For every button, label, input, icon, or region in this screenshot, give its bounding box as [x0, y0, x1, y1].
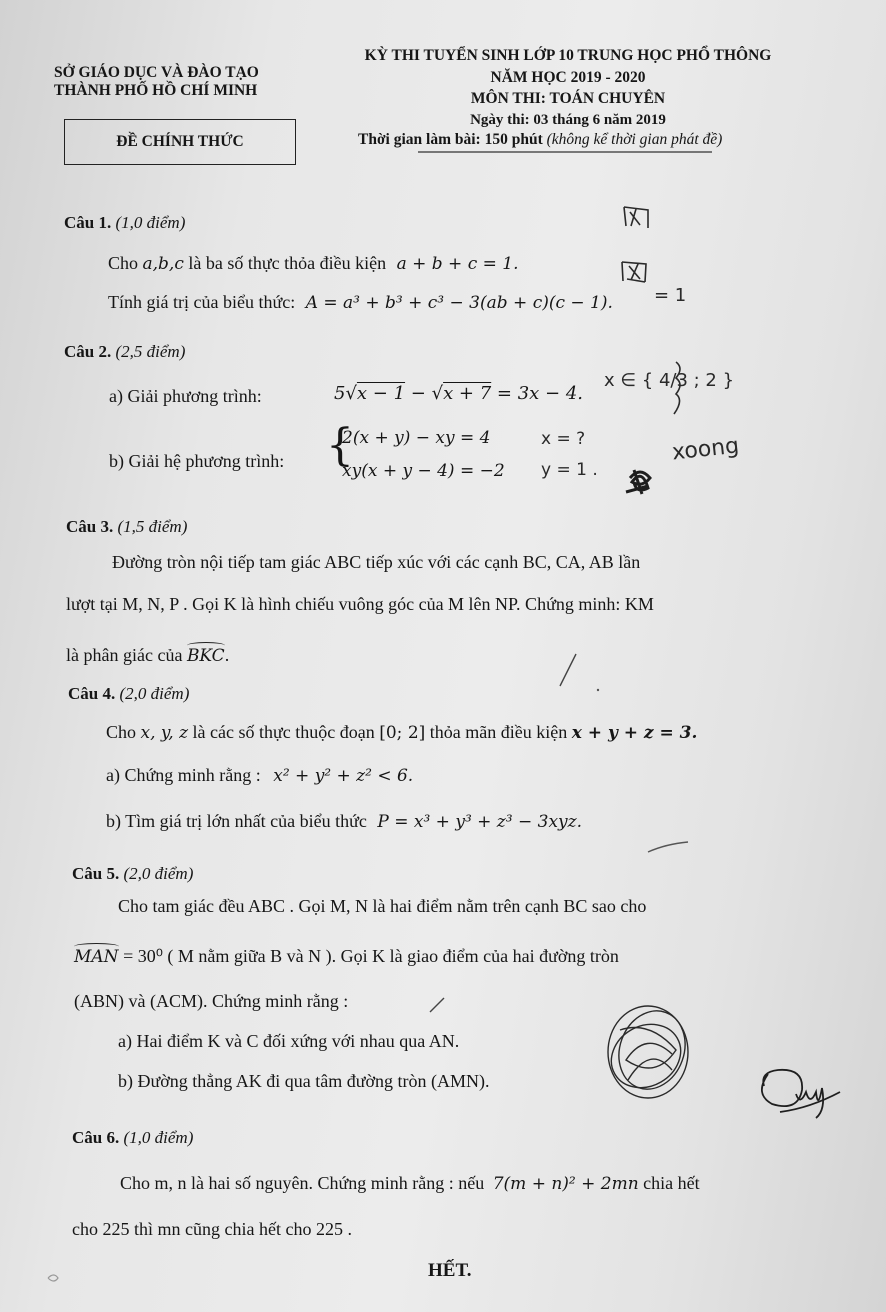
q4a-label: a) Chứng minh rằng :: [106, 765, 261, 785]
q3-line1: Đường tròn nội tiếp tam giác ABC tiếp xúc với các cạnh BC, CA, AB lần: [112, 552, 641, 572]
hw-q1-result: = 1: [654, 285, 687, 306]
q3-title: Câu 3.: [66, 517, 114, 536]
dept-line-2: THÀNH PHỐ HỒ CHÍ MINH: [54, 82, 258, 99]
q2b-eq1: 2(x + y) − xy = 4: [342, 428, 491, 448]
q2b-eq2: xy(x + y − 4) = −2: [342, 461, 505, 481]
q4-intro-vars: x, y, z: [140, 723, 189, 743]
q4b-label: b) Tìm giá trị lớn nhất của biểu thức: [106, 811, 367, 831]
stray-mark-3: [430, 998, 444, 1012]
q5b: b) Đường thẳng AK đi qua tâm đường tròn (AMN).: [118, 1071, 490, 1091]
exam-date: Ngày thi: 03 tháng 6 năm 2019: [470, 112, 666, 128]
q6-line2: cho 225 thì mn cũng chia hết cho 225 .: [72, 1219, 352, 1239]
q1-l1-vars: a,b,c: [142, 254, 184, 274]
q3-line2: lượt tại M, N, P . Gọi K là hình chiếu vuông góc của M lên NP. Chứng minh: KM: [66, 594, 654, 614]
q2a-pre: 5√: [334, 383, 357, 404]
end-marker: HẾT.: [428, 1260, 472, 1281]
hw-q2b-done: xoong: [670, 433, 741, 466]
q1-l1-math: a + b + c = 1.: [396, 254, 519, 274]
q4a-math: x² + y² + z² < 6.: [273, 766, 414, 786]
q2a-rad2: x + 7: [443, 383, 492, 404]
q6-l1-math: 7(m + n)² + 2mn: [492, 1174, 639, 1194]
q4-title: Câu 4.: [68, 684, 116, 703]
official-label: ĐỀ CHÍNH THỨC: [116, 133, 244, 150]
q3-points: (1,5 điểm): [117, 517, 188, 536]
signature: [762, 1070, 840, 1118]
q4-intro-text: Cho: [106, 722, 137, 742]
q2-points: (2,5 điểm): [115, 342, 186, 361]
stray-mark-1: [560, 654, 576, 686]
q2-title: Câu 2.: [64, 342, 112, 361]
hw-q2b-x: x = ?: [541, 429, 586, 449]
q2a-rad1: x − 1: [356, 383, 406, 404]
q4-intro-math: x + y + z = 3.: [571, 723, 698, 743]
dept-line-1: SỞ GIÁO DỤC VÀ ĐÀO TẠO: [54, 64, 259, 81]
tick-mark-2: [622, 262, 646, 282]
q4-points: (2,0 điểm): [119, 684, 190, 703]
q4-intro-rest: thỏa mãn điều kiện: [429, 722, 568, 742]
q6-l1-end: chia hết: [643, 1173, 700, 1193]
q4-intro-mid: là các số thực thuộc đoạn: [192, 722, 375, 742]
q6-l1-text: Cho m, n là hai số nguyên. Chứng minh rằng : nếu: [120, 1173, 485, 1193]
q1-l2-text: Tính giá trị của biểu thức:: [108, 292, 296, 312]
q6-points: (1,0 điểm): [123, 1128, 194, 1147]
q3-l3-end: .: [224, 645, 230, 665]
q2a-label: a) Giải phương trình:: [109, 386, 262, 406]
hw-brace: [674, 362, 680, 414]
q1-l1-text: Cho: [108, 253, 139, 273]
duration-note: (không kể thời gian phát đề): [546, 131, 723, 148]
q3-l3-text: là phân giác của: [66, 645, 183, 665]
tick-mark-1: [624, 207, 648, 228]
q1-l2-math: A = a³ + b³ + c³ − 3(ab + c)(c − 1).: [305, 293, 613, 313]
q5-angle-man: MAN: [74, 947, 119, 967]
scribble-blob: [626, 470, 650, 494]
q2a-post: = 3x − 4.: [491, 383, 584, 404]
q5-title: Câu 5.: [72, 864, 120, 883]
q5-line2-rest: = 30⁰ ( M nằm giữa B và N ). Gọi K là giao điểm của hai đường tròn: [123, 946, 619, 966]
hw-q2a-result: x ∈ { 4/3 ; 2 }: [604, 370, 735, 391]
q1-title: Câu 1.: [64, 213, 112, 232]
hw-q2b-y: y = 1 .: [541, 460, 598, 480]
q1-l1-rest: là ba số thực thỏa điều kiện: [188, 253, 387, 273]
q6-title: Câu 6.: [72, 1128, 120, 1147]
school-year: NĂM HỌC 2019 - 2020: [490, 69, 646, 86]
q5-points: (2,0 điểm): [123, 864, 194, 883]
q5-line3: (ABN) và (ACM). Chứng minh rằng :: [74, 991, 349, 1011]
q5a: a) Hai điểm K và C đối xứng với nhau qua AN.: [118, 1031, 460, 1051]
system-brace: {: [326, 420, 354, 471]
q5-line1: Cho tam giác đều ABC . Gọi M, N là hai điểm nằm trên cạnh BC sao cho: [118, 896, 647, 916]
stray-dot: [597, 689, 599, 691]
q2a-mid: − √: [405, 383, 444, 404]
circle-scribble: [600, 1001, 696, 1100]
q4-interval: [0; 2]: [379, 723, 426, 743]
faint-mark: [48, 1275, 58, 1281]
q2b-label: b) Giải hệ phương trình:: [109, 451, 285, 471]
q3-angle-bkc: BKC: [186, 646, 225, 666]
q1-points: (1,0 điểm): [115, 213, 186, 232]
subject: MÔN THI: TOÁN CHUYÊN: [470, 90, 666, 107]
duration: Thời gian làm bài: 150 phút: [358, 131, 543, 148]
exam-title: KỲ THI TUYỂN SINH LỚP 10 TRUNG HỌC PHỔ THÔNG: [364, 47, 772, 64]
q4b-math: P = x³ + y³ + z³ − 3xyz.: [377, 812, 582, 832]
stray-mark-2: [648, 842, 688, 852]
